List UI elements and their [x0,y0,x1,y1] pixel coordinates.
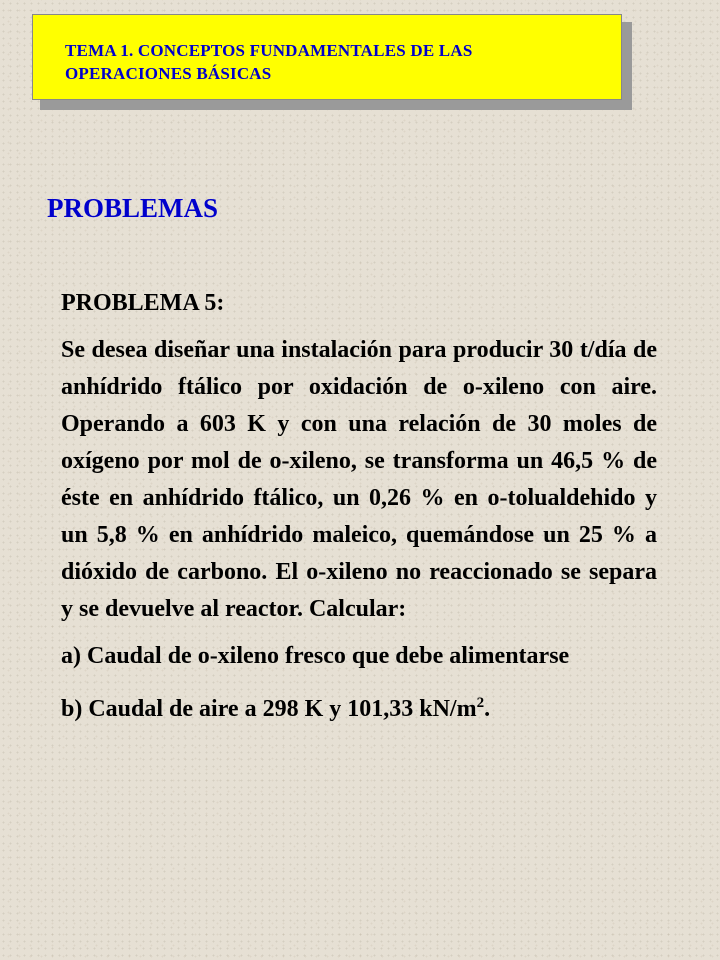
section-title: PROBLEMAS [47,193,219,223]
title-line-2: OPERACIONES BÁSICAS [65,64,272,83]
question-a: a) Caudal de o-xileno fresco que debe alimentarse [61,643,570,669]
problem-heading: PROBLEMA 5: [61,290,225,316]
question-b-text: b) Caudal de aire a 298 K y 101,33 kN/m [61,696,477,722]
question-b [61,685,657,728]
problem-content [61,285,657,728]
question-b-end: . [484,696,491,722]
problem-statement: Se desea diseñar una instalación para producir 30 t/día de anhídrido ftálico por oxidación de o-xileno con aire. Operando a 603 K y con una relación de 30 moles de oxígeno por mol de o-xileno, se transforma un 46,5 % de éste en anhídrido ftálico, un 0,26 % en o-tolualdehido y un 5,8 % en anhídrido maleico, quemándose un 25 % a dióxido de carbono. El o-xileno no reaccionado se separa y se devuelve al reactor. Calcular: [61,337,657,622]
title-line-1: TEMA 1. CONCEPTOS FUNDAMENTALES DE LAS [65,41,473,60]
question-b-superscript: 2 [476,695,485,711]
title-box [32,14,622,100]
